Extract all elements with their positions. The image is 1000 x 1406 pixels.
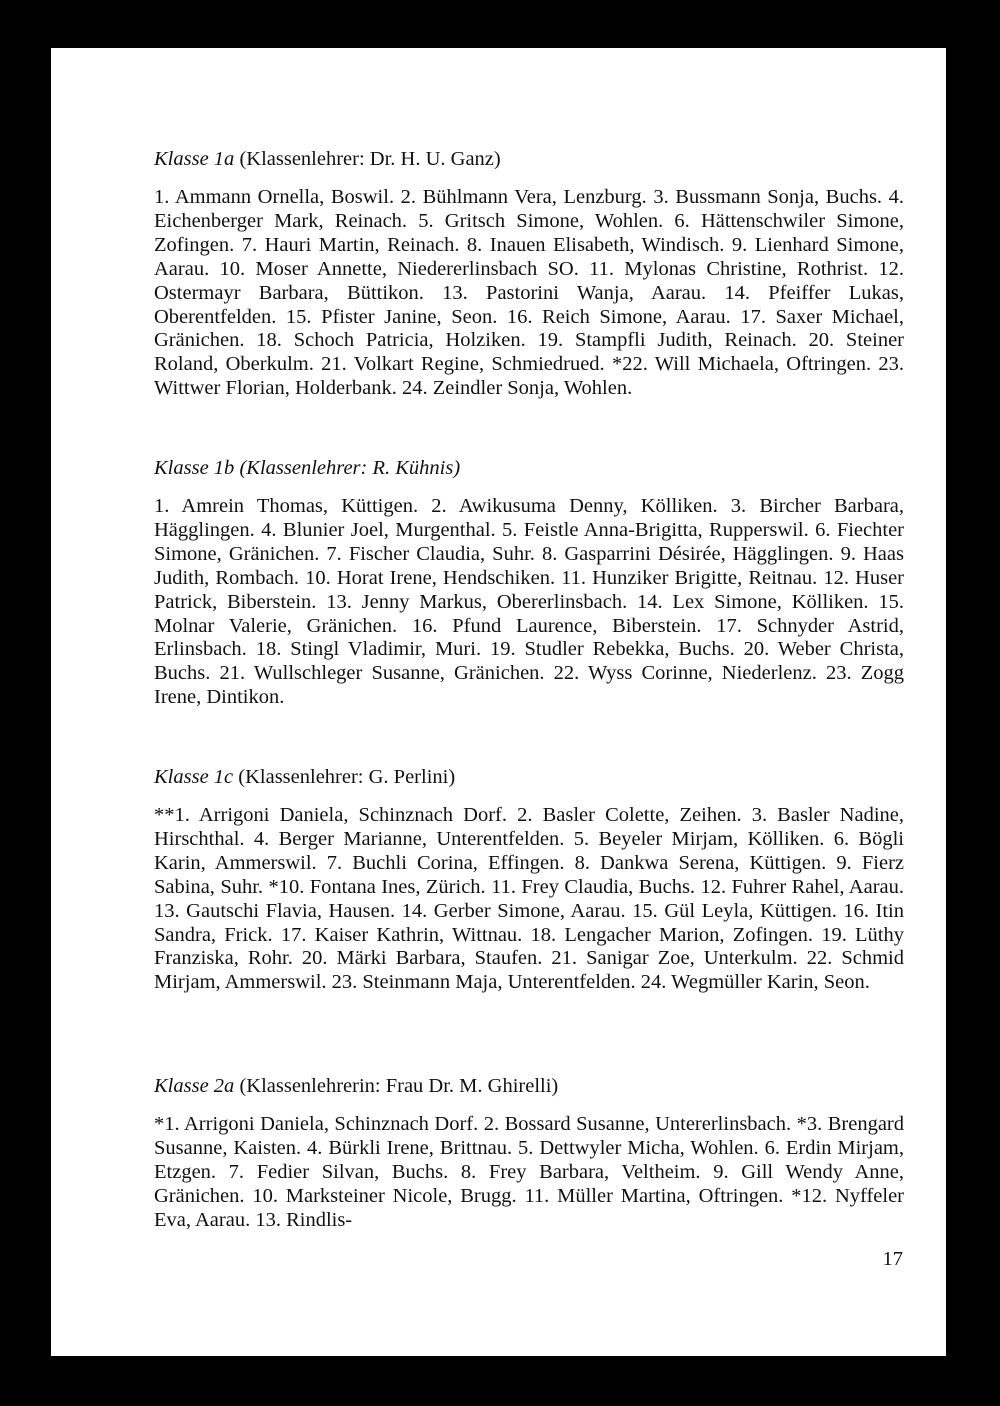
teacher-label: (Klassenlehrer: R. Kühnis) bbox=[234, 457, 461, 479]
class-label: Klasse 1c bbox=[154, 766, 234, 788]
section-heading bbox=[154, 1074, 904, 1098]
section-heading bbox=[154, 456, 904, 480]
class-label: Klasse 2a bbox=[154, 1075, 235, 1097]
section-heading bbox=[154, 147, 904, 171]
class-section-1b bbox=[154, 456, 904, 710]
student-list: **1. Arrigoni Daniela, Schinznach Dorf. 2. Basler Colette, Zeihen. 3. Basler Nadine, Hirschthal. 4. Berger Marianne, Unterentfelden. 5. Beyeler Mirjam, Kölliken. 6. Bögli Karin, Ammerswil. 7. Buchli Corina, Effingen. 8. Dankwa Serena, Küttigen. 9. Fierz Sabina, Suhr. *10. Fontana Ines, Zürich. 11. Frey Claudia, Buchs. 12. Fuhrer Rahel, Aarau. 13. Gautschi Flavia, Hausen. 14. Gerber Simone, Aarau. 15. Gül Leyla, Küttigen. 16. Itin Sandra, Frick. 17. Kaiser Kathrin, Wittnau. 18. Lengacher Marion, Zofingen. 19. Lüthy Franziska, Rohr. 20. Märki Barbara, Staufen. 21. Sanigar Zoe, Unterkulm. 22. Schmid Mirjam, Ammerswil. 23. Steinmann Maja, Unterentfelden. 24. Wegmüller Karin, Seon. bbox=[154, 804, 904, 994]
student-list: 1. Amrein Thomas, Küttigen. 2. Awikusuma Denny, Kölliken. 3. Bircher Barbara, Hägglingen. 4. Blunier Joel, Murgenthal. 5. Feistle Anna-Brigitta, Rupperswil. 6. Fiechter Simone, Gränichen. 7. Fischer Claudia, Suhr. 8. Gasparrini Désirée, Hägglingen. 9. Haas Judith, Rombach. 10. Horat Irene, Hendschiken. 11. Hunziker Brigitte, Reitnau. 12. Huser Patrick, Biberstein. 13. Jenny Markus, Obererlinsbach. 14. Lex Simone, Kölliken. 15. Molnar Valerie, Gränichen. 16. Pfund Laurence, Biberstein. 17. Schnyder Astrid, Erlinsbach. 18. Stingl Vladimir, Muri. 19. Studler Rebekka, Buchs. 20. Weber Christa, Buchs. 21. Wullschleger Susanne, Gränichen. 22. Wyss Corinne, Niederlenz. 23. Zogg Irene, Dintikon. bbox=[154, 495, 904, 709]
section-heading bbox=[154, 765, 904, 789]
class-section-1c bbox=[154, 765, 904, 995]
document-page bbox=[51, 48, 946, 1356]
class-section-1a bbox=[154, 147, 904, 401]
class-label: Klasse 1a bbox=[154, 148, 235, 170]
class-section-2a bbox=[154, 1074, 904, 1233]
student-list: 1. Ammann Ornella, Boswil. 2. Bühlmann Vera, Lenzburg. 3. Bussmann Sonja, Buchs. 4. Eichenberger Mark, Reinach. 5. Gritsch Simone, Wohlen. 6. Hättenschwiler Simone, Zofingen. 7. Hauri Martin, Reinach. 8. Inauen Elisabeth, Windisch. 9. Lienhard Simone, Aarau. 10. Moser Annette, Niedererlinsbach SO. 11. Mylonas Christine, Rothrist. 12. Ostermayr Barbara, Büttikon. 13. Pastorini Wanja, Aarau. 14. Pfeiffer Lukas, Oberentfelden. 15. Pfister Janine, Seon. 16. Reich Simone, Aarau. 17. Saxer Michael, Gränichen. 18. Schoch Patricia, Holziken. 19. Stampfli Judith, Reinach. 20. Steiner Roland, Oberkulm. 21. Volkart Regine, Schmiedrued. *22. Will Michaela, Oftringen. 23. Wittwer Florian, Holderbank. 24. Zeindler Sonja, Wohlen. bbox=[154, 186, 904, 400]
page-number: 17 bbox=[882, 1248, 903, 1270]
class-label: Klasse 1b bbox=[154, 457, 235, 479]
teacher-label: (Klassenlehrer: Dr. H. U. Ganz) bbox=[234, 148, 501, 170]
student-list: *1. Arrigoni Daniela, Schinznach Dorf. 2. Bossard Susanne, Untererlinsbach. *3. Brengard Susanne, Kaisten. 4. Bürkli Irene, Brittnau. 5. Dettwyler Micha, Wohlen. 6. Erdin Mirjam, Etzgen. 7. Fedier Silvan, Buchs. 8. Frey Barbara, Veltheim. 9. Gill Wendy Anne, Gränichen. 10. Marksteiner Nicole, Brugg. 11. Müller Martina, Oftringen. *12. Nyffeler Eva, Aarau. 13. Rindlis- bbox=[154, 1113, 904, 1231]
teacher-label: (Klassenlehrer: G. Perlini) bbox=[233, 766, 456, 788]
teacher-label: (Klassenlehrerin: Frau Dr. M. Ghirelli) bbox=[234, 1075, 559, 1097]
